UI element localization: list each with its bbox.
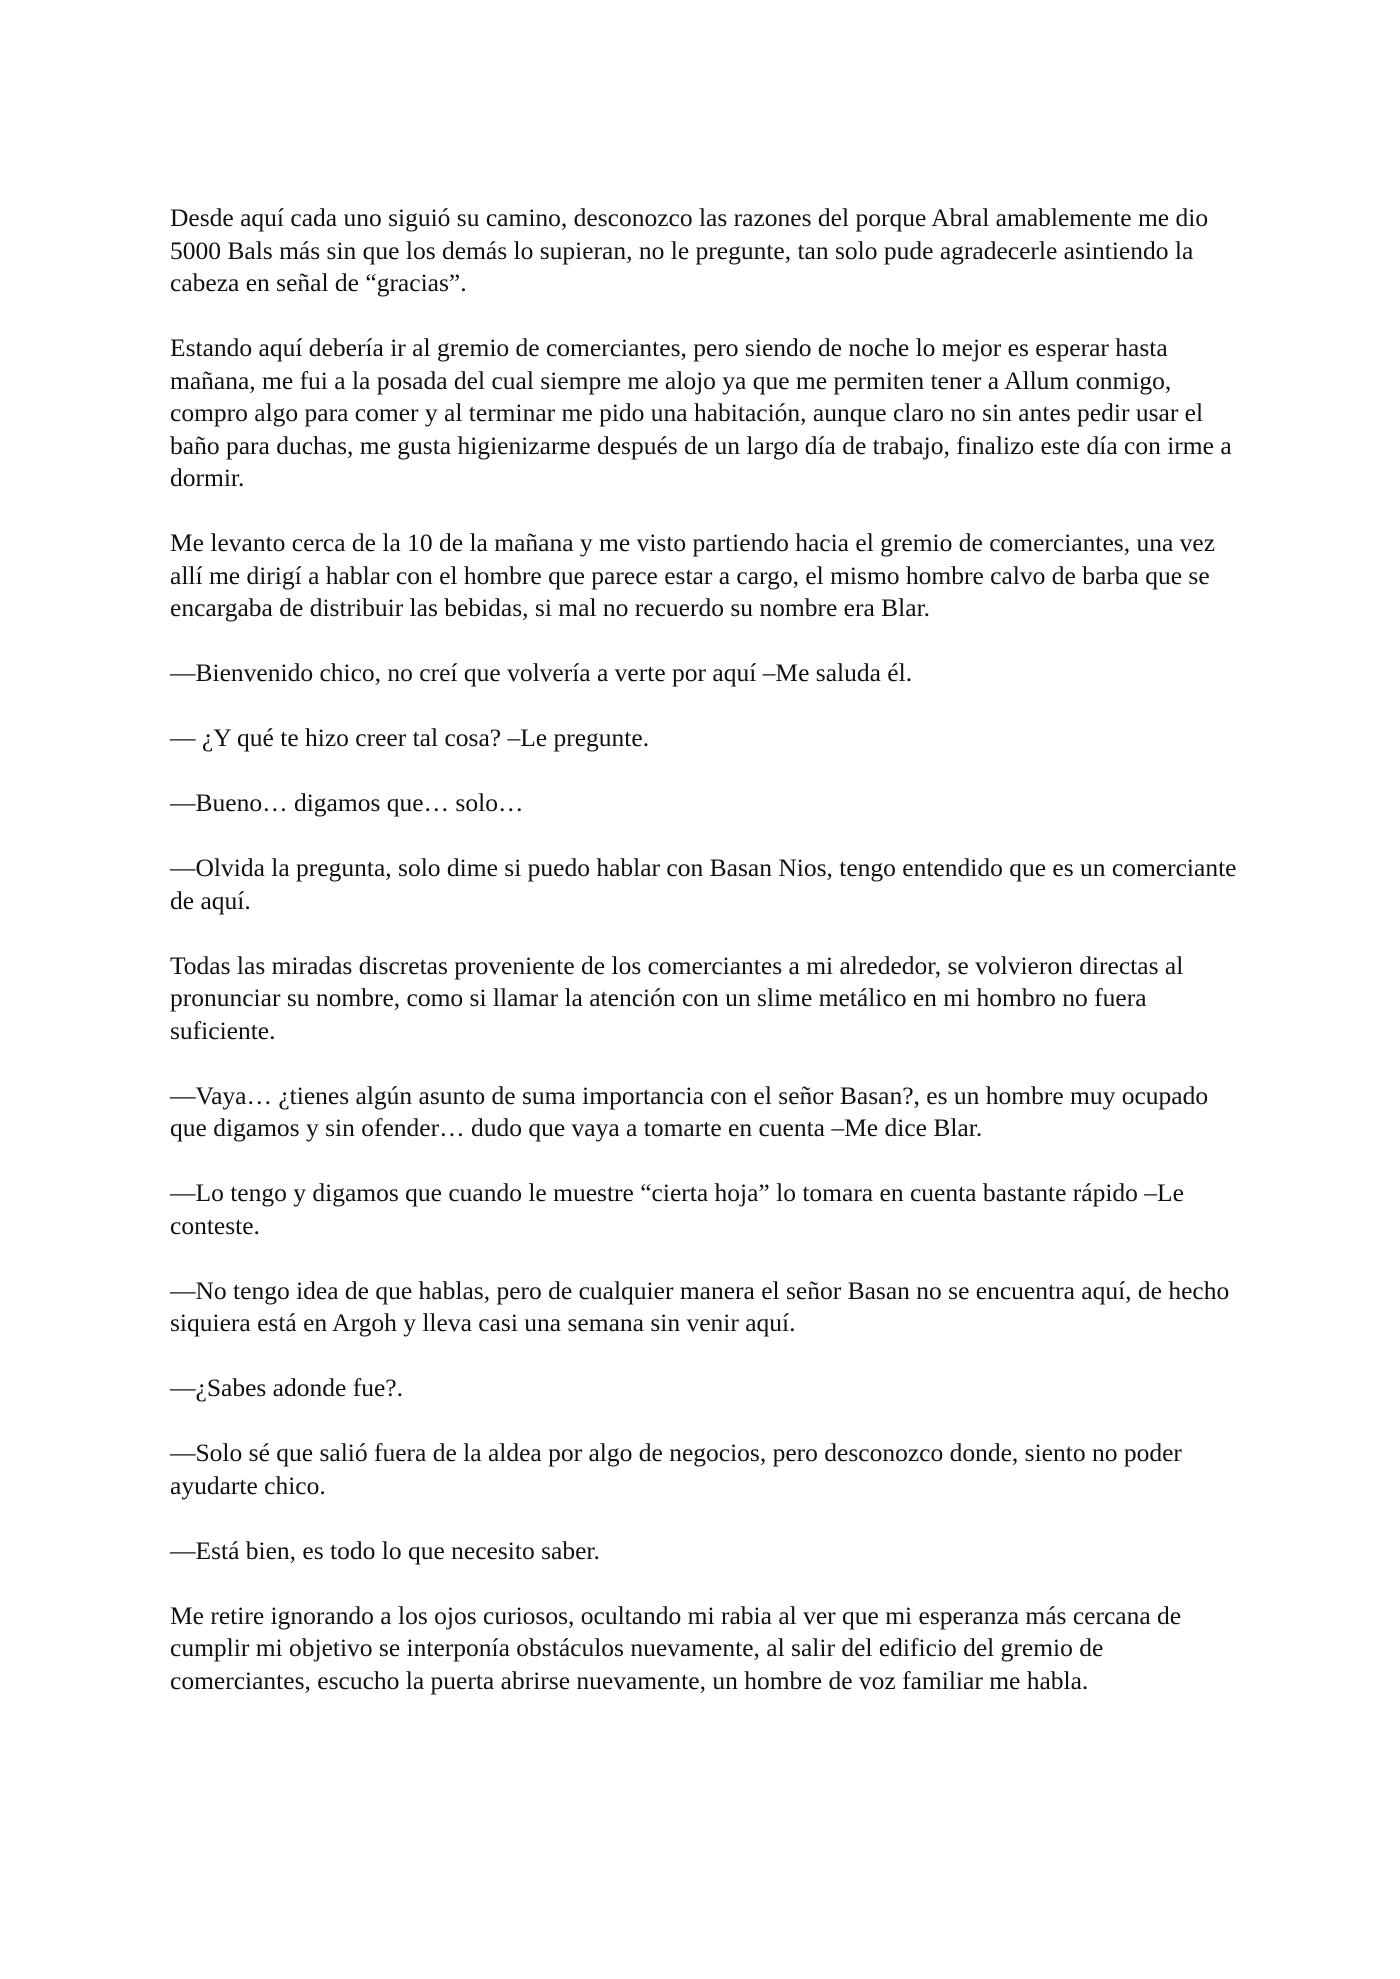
- document-body: [170, 202, 1240, 1730]
- dialogue-line: —¿Sabes adonde fue?.: [170, 1373, 403, 1402]
- dialogue-line: —Solo sé que salió fuera de la aldea por algo de negocios, pero desconozco donde, siento no poder ayudarte chico.: [170, 1438, 1182, 1500]
- dialogue-line: —Está bien, es todo lo que necesito saber.: [170, 1535, 600, 1565]
- paragraph: Me levanto cerca de la 10 de la mañana y me visto partiendo hacia el gremio de comerciantes, una vez allí me dirigí a hablar con el hombre que parece estar a cargo, el mismo hombre calvo de barba que se encargaba de distribuir las bebidas, si mal no recuerdo su nombre era Blar.: [170, 528, 1216, 622]
- dialogue-line: —Olvida la pregunta, solo dime si puedo hablar con Basan Nios, tengo entendido que es un comerciante de aquí.: [170, 853, 1237, 915]
- paragraph: Me retire ignorando a los ojos curiosos, ocultando mi rabia al ver que mi esperanza más cercana de cumplir mi objetivo se interponía obstáculos nuevamente, al salir del edificio del gremio de comerciantes, escucho la puerta abrirse nuevamente, un hombre de voz familiar me habla.: [170, 1600, 1182, 1695]
- paragraph: Desde aquí cada uno siguió su camino, desconozco las razones del porque Abral amablemente me dio 5000 Bals más sin que los demás lo supieran, no le pregunte, tan solo pude agradecerle asintiendo la cabeza en señal de “gracias”.: [170, 203, 1209, 297]
- paragraph: Estando aquí debería ir al gremio de comerciantes, pero siendo de noche lo mejor es esperar hasta mañana, me fui a la posada del cual siempre me alojo ya que me permiten tener a Allum conmigo, compro algo para comer y al terminar me pido una habitación, aunque claro no sin antes pedir usar el baño para duchas, me gusta higienizarme después de un largo día de trabajo, finalizo este día con irme a dormir.: [170, 333, 1232, 492]
- dialogue-line: — ¿Y qué te hizo creer tal cosa? –Le pregunte.: [170, 723, 650, 752]
- dialogue-line: —No tengo idea de que hablas, pero de cualquier manera el señor Basan no se encuentra aquí, de hecho siquiera está en Argoh y lleva casi una semana sin venir aquí.: [170, 1275, 1230, 1337]
- dialogue-line: —Bienvenido chico, no creí que volvería a verte por aquí –Me saluda él.: [170, 658, 913, 687]
- dialogue-line: —Bueno… digamos que… solo…: [170, 788, 524, 817]
- dialogue-line: —Lo tengo y digamos que cuando le muestre “cierta hoja” lo tomara en cuenta bastante rápido –Le conteste.: [170, 1178, 1184, 1240]
- paragraph: Todas las miradas discretas proveniente de los comerciantes a mi alrededor, se volvieron directas al pronunciar su nombre, como si llamar la atención con un slime metálico en mi hombro no fuera suficiente.: [170, 950, 1184, 1045]
- dialogue-line: —Vaya… ¿tienes algún asunto de suma importancia con el señor Basan?, es un hombre muy ocupado que digamos y sin ofender… dudo que vaya a tomarte en cuenta –Me dice Blar.: [170, 1080, 1209, 1142]
